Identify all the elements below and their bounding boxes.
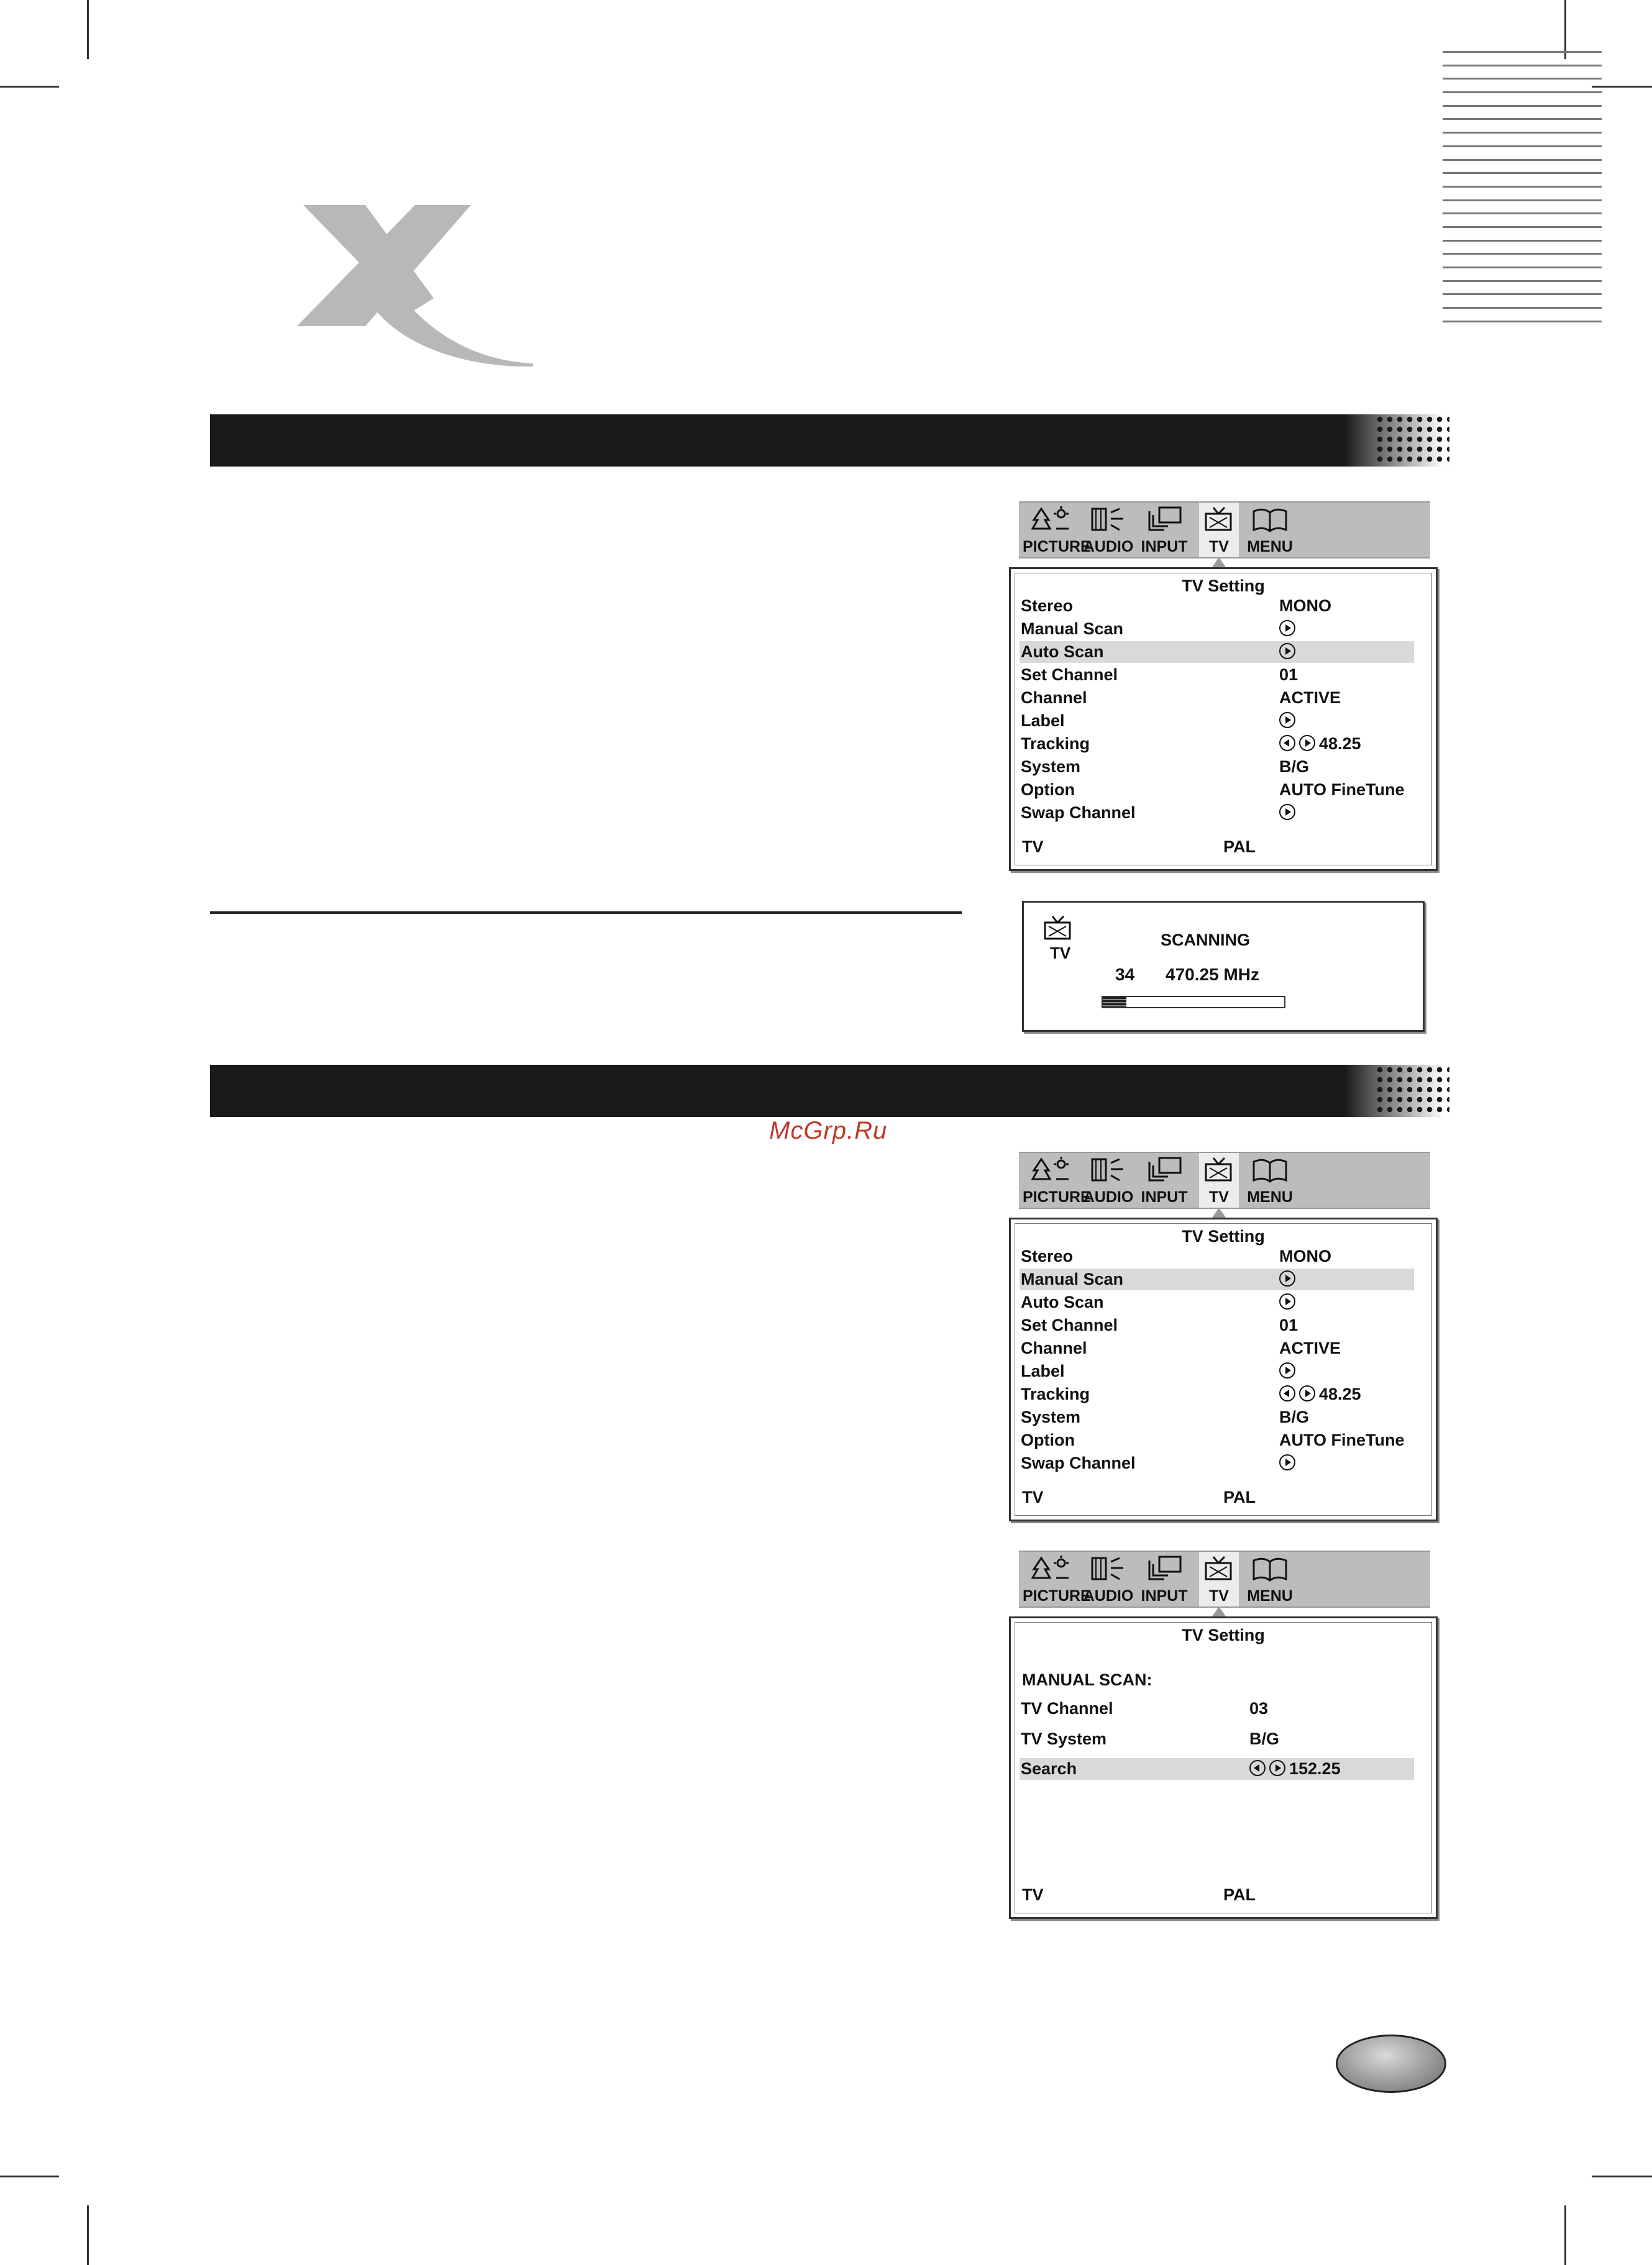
menu-row-auto-scan[interactable]: Auto Scan [1020, 1292, 1414, 1313]
menu-row-swap-channel[interactable]: Swap Channel [1020, 802, 1414, 824]
scan-frequency: 470.25 MHz [1166, 965, 1259, 984]
arrow-right-icon [1279, 1362, 1295, 1379]
tv-setting-panel-manual-scan [1009, 1218, 1438, 1521]
tab-audio[interactable] [1081, 503, 1136, 557]
tab-label: MENU [1247, 538, 1293, 555]
tab-input[interactable] [1137, 1552, 1192, 1606]
scan-title: SCANNING [1161, 931, 1251, 949]
crop-mark [1564, 0, 1566, 59]
menu-row-system[interactable]: System B/G [1021, 1408, 1310, 1426]
book-icon [1251, 1556, 1289, 1583]
audio-icon [1090, 506, 1127, 534]
active-tab-pointer-icon [1212, 1606, 1226, 1616]
crop-mark [87, 0, 89, 59]
tab-tv[interactable] [1199, 1552, 1239, 1606]
arrow-left-icon [1249, 1760, 1266, 1776]
tab-label: INPUT [1141, 1587, 1188, 1605]
panel-footer-source: TV [1022, 837, 1044, 856]
arrow-right-icon [1279, 804, 1295, 820]
arrow-right-icon [1279, 1293, 1295, 1310]
tab-label: AUDIO [1083, 1188, 1134, 1206]
arrow-right-icon [1299, 735, 1315, 751]
tab-input[interactable] [1137, 503, 1192, 557]
panel-title: TV Setting [1182, 1626, 1265, 1644]
picture-icon [1031, 1556, 1071, 1583]
osd-menubar [1019, 501, 1430, 558]
menu-row-stereo[interactable]: Stereo MONO [1021, 1247, 1331, 1265]
tab-label: PICTURE [1023, 538, 1091, 555]
menu-row-tv-channel[interactable]: TV Channel 03 [1021, 1699, 1269, 1718]
arrow-right-icon [1279, 1454, 1295, 1470]
arrow-right-icon [1279, 712, 1295, 728]
watermark-text: McGrp.Ru [769, 1117, 888, 1144]
tv-icon [1043, 915, 1074, 942]
page-number-oval [1336, 2035, 1446, 2093]
tv-icon [1203, 506, 1234, 534]
section-header-bar [210, 414, 1443, 467]
tab-label: TV [1209, 538, 1229, 555]
menu-row-manual-scan[interactable]: Manual Scan [1020, 618, 1414, 640]
menu-row-set-channel[interactable]: Set Channel 01 [1021, 665, 1298, 684]
arrow-left-icon [1279, 1385, 1295, 1401]
tv-icon [1203, 1556, 1234, 1583]
arrow-right-icon [1279, 1270, 1295, 1287]
menu-row-channel[interactable]: Channel ACTIVE [1021, 688, 1341, 707]
crop-mark [1564, 2205, 1566, 2265]
picture-icon [1031, 506, 1071, 534]
tv-icon [1203, 1157, 1234, 1184]
active-tab-pointer-icon [1212, 1208, 1226, 1218]
menu-row-stereo[interactable]: Stereo MONO [1021, 596, 1331, 615]
menu-row-set-channel[interactable]: Set Channel 01 [1021, 1316, 1298, 1334]
tab-picture[interactable] [1023, 503, 1091, 557]
menu-row-option[interactable]: Option AUTO FineTune [1021, 780, 1405, 799]
tab-tv[interactable] [1199, 503, 1239, 557]
arrow-right-icon [1279, 620, 1295, 636]
menu-row-system[interactable]: System B/G [1021, 757, 1310, 776]
input-icon [1146, 1556, 1183, 1583]
panel-footer-source: TV [1022, 1488, 1044, 1506]
menu-row-tv-system[interactable]: TV System B/G [1021, 1730, 1280, 1748]
panel-footer-standard: PAL [1223, 1488, 1256, 1506]
scan-channel: 34 [1115, 965, 1135, 984]
menu-row-manual-scan[interactable]: Manual Scan [1020, 1269, 1414, 1290]
arrow-right-icon [1269, 1760, 1285, 1776]
arrow-right-icon [1279, 643, 1295, 659]
tab-audio[interactable] [1081, 1552, 1136, 1606]
input-icon [1146, 506, 1183, 534]
tab-label: AUDIO [1083, 1587, 1134, 1605]
tab-input[interactable] [1137, 1153, 1192, 1208]
active-tab-pointer-icon [1212, 557, 1226, 567]
tab-label: TV [1209, 1587, 1229, 1605]
osd-menubar [1019, 1152, 1430, 1209]
section-divider [210, 911, 962, 914]
tab-menu[interactable] [1245, 503, 1295, 557]
arrow-left-icon [1279, 735, 1295, 751]
tv-setting-panel-auto-scan [1009, 567, 1438, 871]
tab-menu[interactable] [1245, 1153, 1295, 1208]
osd-menubar [1019, 1551, 1430, 1608]
scanning-dialog [1022, 901, 1425, 1032]
audio-icon [1090, 1157, 1127, 1184]
panel-footer-standard: PAL [1223, 837, 1256, 856]
menu-row-option[interactable]: Option AUTO FineTune [1021, 1431, 1405, 1449]
menu-row-label[interactable]: Label [1020, 710, 1414, 732]
arrow-right-icon [1299, 1385, 1315, 1401]
tab-tv[interactable] [1199, 1153, 1239, 1208]
panel-footer-standard: PAL [1223, 1885, 1256, 1904]
section-header-bar [210, 1065, 1443, 1117]
menu-row-channel[interactable]: Channel ACTIVE [1021, 1339, 1341, 1357]
tab-label: INPUT [1141, 538, 1188, 555]
tab-picture[interactable] [1023, 1552, 1091, 1606]
menu-row-tracking[interactable]: Tracking 48.25 [1021, 734, 1361, 753]
tab-label: TV [1209, 1188, 1229, 1206]
book-icon [1251, 1157, 1289, 1184]
tab-menu[interactable] [1245, 1552, 1295, 1606]
menu-row-auto-scan[interactable]: Auto Scan [1020, 641, 1414, 663]
scan-progress-fill [1103, 997, 1126, 1007]
crop-mark [1592, 2176, 1652, 2177]
crop-mark [0, 86, 59, 88]
manual-scan-panel [1009, 1616, 1438, 1919]
scan-progress-bar [1102, 996, 1285, 1008]
audio-icon [1090, 1556, 1127, 1583]
brand-x-logo-icon [297, 205, 539, 367]
panel-footer-source: TV [1022, 1885, 1044, 1904]
picture-icon [1031, 1157, 1071, 1184]
input-icon [1146, 1157, 1183, 1184]
tab-label: INPUT [1141, 1188, 1188, 1206]
tab-label: MENU [1247, 1188, 1293, 1206]
book-icon [1251, 506, 1289, 534]
tab-label: PICTURE [1023, 1587, 1091, 1605]
crop-mark [0, 2176, 59, 2177]
tab-label: AUDIO [1083, 538, 1134, 555]
tab-label: PICTURE [1023, 1188, 1091, 1206]
menu-row-label[interactable]: Label [1020, 1360, 1414, 1382]
manual-scan-heading: MANUAL SCAN: [1022, 1670, 1152, 1689]
tab-audio[interactable] [1081, 1153, 1136, 1208]
tab-picture[interactable] [1023, 1153, 1091, 1208]
crop-mark [87, 2205, 89, 2265]
menu-row-tracking[interactable]: Tracking 48.25 [1021, 1385, 1361, 1403]
tab-label: MENU [1247, 1587, 1293, 1605]
panel-title: TV Setting [1182, 1227, 1265, 1246]
scan-icon-label: TV [1050, 944, 1071, 962]
panel-title: TV Setting [1182, 577, 1265, 595]
menu-row-swap-channel[interactable]: Swap Channel [1020, 1452, 1414, 1474]
decorative-stripes [1443, 51, 1602, 373]
menu-row-search[interactable]: Search 152.25 [1020, 1758, 1414, 1780]
